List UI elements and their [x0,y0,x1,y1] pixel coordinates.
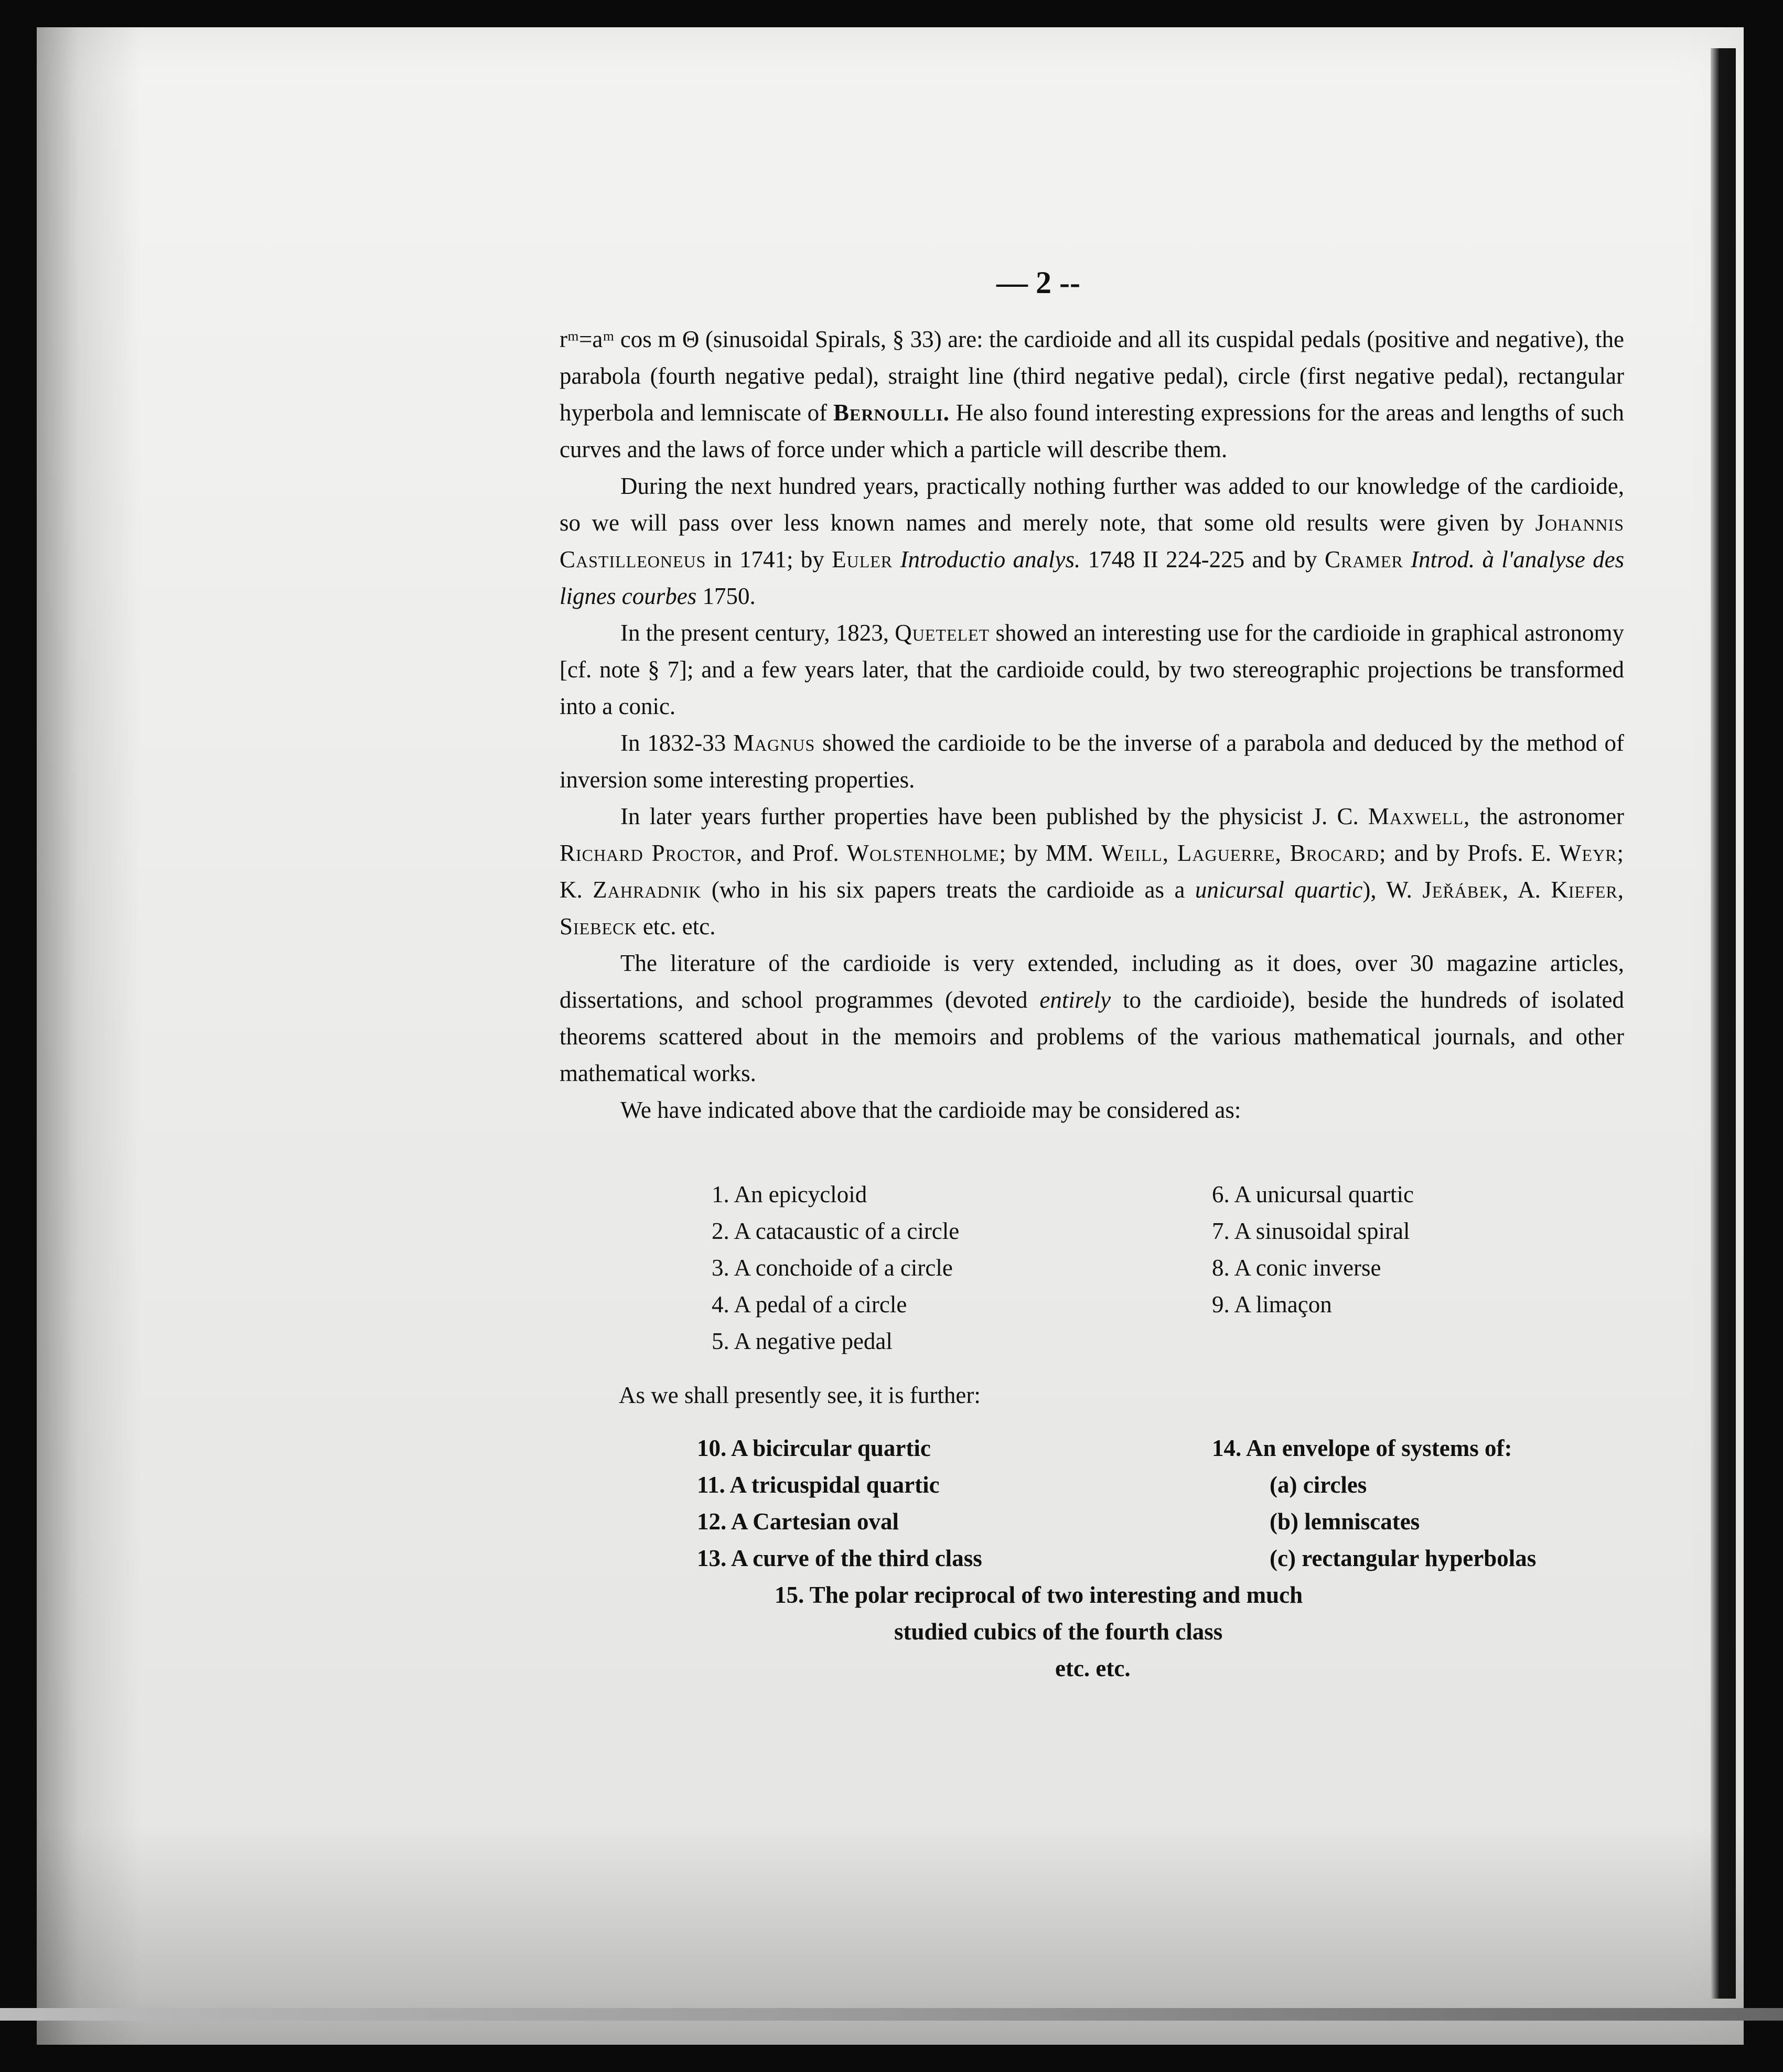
list-item: 6. A unicursal quartic [1212,1181,1414,1207]
list-subitem: (c) rectangular hyperbolas [1270,1545,1537,1571]
list-further-right [1212,1430,1536,1577]
paragraph-3: In the present century, 1823, Quetelet showed an interesting use for the cardioide in graphical astronomy [cf. note § 7]; and a few years later, that the cardioide could, by two stereographic projections be transformed into a conic. [560,620,1625,719]
list-item: 2. A catacaustic of a circle [712,1218,960,1244]
paragraph-7: We have indicated above that the cardioide may be considered as: [620,1097,1241,1123]
list-item: 5. A negative pedal [712,1328,893,1354]
body-text [560,321,1624,1128]
list-further-left [697,1430,982,1577]
list-item: 3. A conchoide of a circle [712,1255,953,1281]
scan-shadow-left [37,27,142,2045]
paragraph-4: In 1832-33 Magnus showed the cardioide to be the inverse of a parabola and deduced by the method of inversion some interesting properties. [560,730,1624,793]
list-item: 1. An epicycloid [712,1181,867,1207]
list-subitem: (a) circles [1270,1472,1367,1498]
list-item: 10. A bicircular quartic [697,1435,931,1461]
paragraph-5: In later years further properties have been published by the physicist J. C. Maxwell, the astronomer Richard Proctor, and Prof. Wolstenholme; by MM. Weill, Laguerre, Brocard; and by Profs. E. Weyr; K. Zahradnik (who in his six papers treats the cardioide as a unicursal quartic), W. Jeřábek, A. Kiefer, Siebeck etc. etc. [560,803,1625,940]
list-forms-right [1212,1176,1414,1323]
paragraph-6: The literature of the cardioide is very extended, including as it does, over 30 magazine articles, dissertations, and school programmes (devoted entirely to the cardioide), beside the hundreds of isolated theorems scattered about in the memoirs and problems of the various mathematical journals, and other mathematical works. [560,950,1624,1086]
scan-bottom-stripe [0,2008,1783,2021]
list-item: 12. A Cartesian oval [697,1508,899,1535]
list-item: 4. A pedal of a circle [712,1291,907,1318]
list-item: 13. A curve of the third class [697,1545,982,1571]
list-item-15: 15. The polar reciprocal of two interesting and much studied cubics of the fourth class etc. etc. [775,1582,1303,1681]
list-item: 7. A sinusoidal spiral [1212,1218,1410,1244]
binding-edge [1711,48,1736,1999]
paragraph-2: During the next hundred years, practically nothing further was added to our knowledge of the cardioide, so we will pass over less known names and merely note, that some old results were given by Johannis Castilleoneus in 1741; by Euler Introductio analys. 1748 II 224-225 and by Cramer Introd. à l'analyse des lignes courbes 1750. [560,473,1625,609]
page-number: — 2 -- [996,265,1080,300]
list-item: 8. A conic inverse [1212,1255,1381,1281]
list-forms-left [712,1176,959,1359]
list-item: 9. A limaçon [1212,1291,1332,1318]
list-item: 14. An envelope of systems of: [1212,1435,1512,1461]
paragraph-1: rᵐ=aᵐ cos m Θ (sinusoidal Spirals, § 33) are: the cardioide and all its cuspidal pedals (positive and negative), the parabola (fourth negative pedal), straight line (third negative pedal), circle (first negative pedal), rectangular hyperbola and lemniscate of Bernoulli. He also found interesting expressions for the areas and lengths of such curves and the laws of force under which a particle will describe them. [560,326,1625,462]
further-heading: As we shall presently see, it is further: [619,1382,981,1408]
list-subitem: (b) lemniscates [1270,1508,1420,1535]
list-item: 11. A tricuspidal quartic [697,1472,940,1498]
